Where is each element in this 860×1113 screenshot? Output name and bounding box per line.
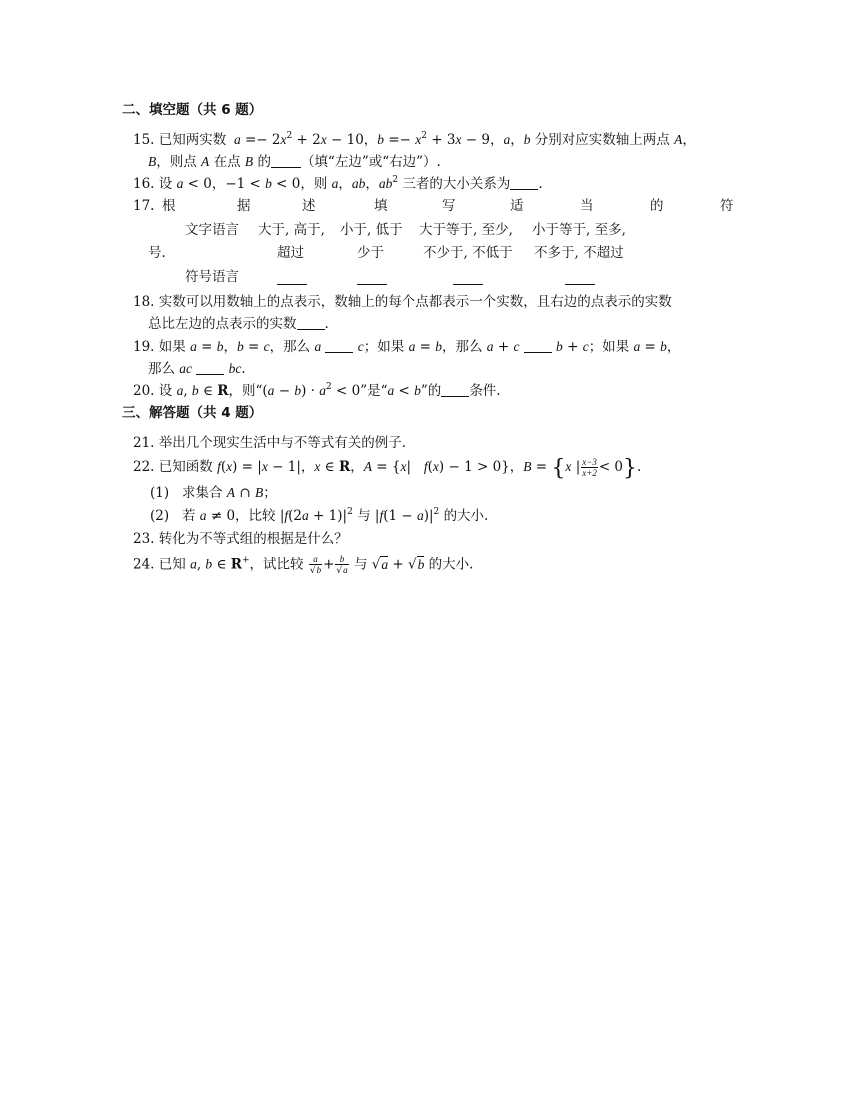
question-23: 23. 转化为不等式组的根据是什么？ [133,531,348,547]
question-22-part-2: (2) 若 a ≠ 0，比较 $|f(2a + 1)|^2$ 与 $|f(1 - a)|^2$ 的大小. [150,507,489,524]
question-24: 24. 已知 a, b ∈ R+，试比较 $\frac{a}{√b}$ + $\frac{b}{√a}$ 与 √a + √b 的大小. [133,554,474,576]
question-21: 21. 举出几个现实生活中与不等式有关的例子. [133,435,407,451]
question-20: 20. 设 a, b ∈ R，则“$(a - b) \cdot a^2 < 0$”是“a < b”的 条件. [133,382,501,399]
question-22: 22. 已知函数 f(x) = |x − 1|，x ∈ R，A = {x| f(x) − 1 > 0}，B = {x | $\frac{x-3}{x+2}$ < 0}. [133,456,642,481]
question-18-line-2: 总比左边的点表示的实数 . [148,316,329,332]
question-17-number: 17. [133,198,155,214]
question-16: 16. 设 a < 0，−1 < b < 0，则 a，ab，$ab^2$ 三者的大小关系为 . [133,175,543,192]
answer-blank[interactable] [357,283,387,285]
section-heading-fill-in: 二、填空题（共 6 题） [122,102,263,118]
question-number: 24. [133,556,155,573]
question-number: 19. [133,339,155,355]
question-number: 20. [133,383,155,399]
table-row-head-symbol: 符号语言 [185,269,239,285]
question-number: 22. [133,459,155,475]
answer-blank[interactable] [297,315,325,330]
answer-blank[interactable] [565,283,595,285]
question-18-line-1: 18. 实数可以用数轴上的点表示，数轴上的每个点都表示一个实数，且右边的点表示的实数 [133,294,672,310]
question-19-line-1: 19. 如果 a = b，b = c，那么 a c；如果 a = b，那么 a + c b + c；如果 a = b， [133,339,681,355]
answer-blank[interactable] [196,360,224,375]
section-heading-answer: 三、解答题（共 4 题） [122,405,263,421]
question-number: 16. [133,176,155,192]
answer-blank[interactable] [441,382,469,397]
answer-blank[interactable] [453,283,483,285]
question-15-line-2: B，则点 A 在点 B 的 （填“左边”或“右边”）. [148,154,441,170]
answer-blank[interactable] [510,175,538,190]
question-number: 21. [133,435,155,451]
question-number: 23. [133,531,155,547]
answer-blank[interactable] [277,283,307,285]
question-number: 15. [133,132,155,148]
question-19-line-2: 那么 ac bc. [148,361,246,377]
table-row-head-text: 文字语言 [185,222,239,238]
question-15-line-1: 15. 已知两实数 $a =- 2x^2 + 2x - 10$，$b =- x^2 + 3x - 9$，a，b 分别对应实数轴上两点 A， [133,131,696,148]
question-22-part-1: (1) 求集合 A ∩ B； [150,485,277,501]
document-page: 二、填空题（共 6 题） 15. 已知两实数 $a =- 2x^2 + 2x - 10$，$b =- x^2 + 3x - 9$，a，b 分别对应实数轴上两点 A， B，则点 A 在点 B 的 （填“左边”或“右边”）. 16. 设 a < 0，−1 < b < 0，则 a，ab，$ab^2$ 三者的大小关系为 . 17. 根 据 述 填 写 适 当 的 符 文字语言 大于, 高于, 超过 小于, 低于 少于 大于等于, 至少, 不少于, 不低于 小于等于, 至多, 不多于, 不超过 号. 符号语言 18. 实数可以用数轴上的点表示，数轴上的每个点都表示一个实数，且右边的点表示的实数 总比左边的点表示的实数 . 19. 如果 a = b，b = c，那么 a c；如果 a = b，那么 a + c b + c；如果 a = b， 那么 ac bc. 20. 设 a, b ∈ R，则“$(a - b) \cdot a^2 < 0$”是“a < b”的 条件. 三、解答题（共 4 题） 21. 举出几个现实生活中与不等式有关的例子. 22. 已知函数 f(x) = |x − 1|，x ∈ R，A = {x| f(x) − 1 > 0}，B = {x | $\frac{x-3}{x+2}$ < 0}. (1) 求集合 A ∩ B； (2) 若 a ≠ 0，比较 $|f(2a + 1)|^2$ 与 $|f(1 - a)|^2$ 的大小. 23. 转化为不等式组的根据是什么？ 24. 已知 a, b ∈ R+，试比较 $\frac{a}{√b}$ + $\frac{b}{√a}$ 与 √a + √b 的大小. [122,102,734,576]
answer-blank[interactable] [271,153,301,168]
answer-blank[interactable] [524,338,552,353]
question-number: 18. [133,294,155,310]
answer-blank[interactable] [325,338,353,353]
